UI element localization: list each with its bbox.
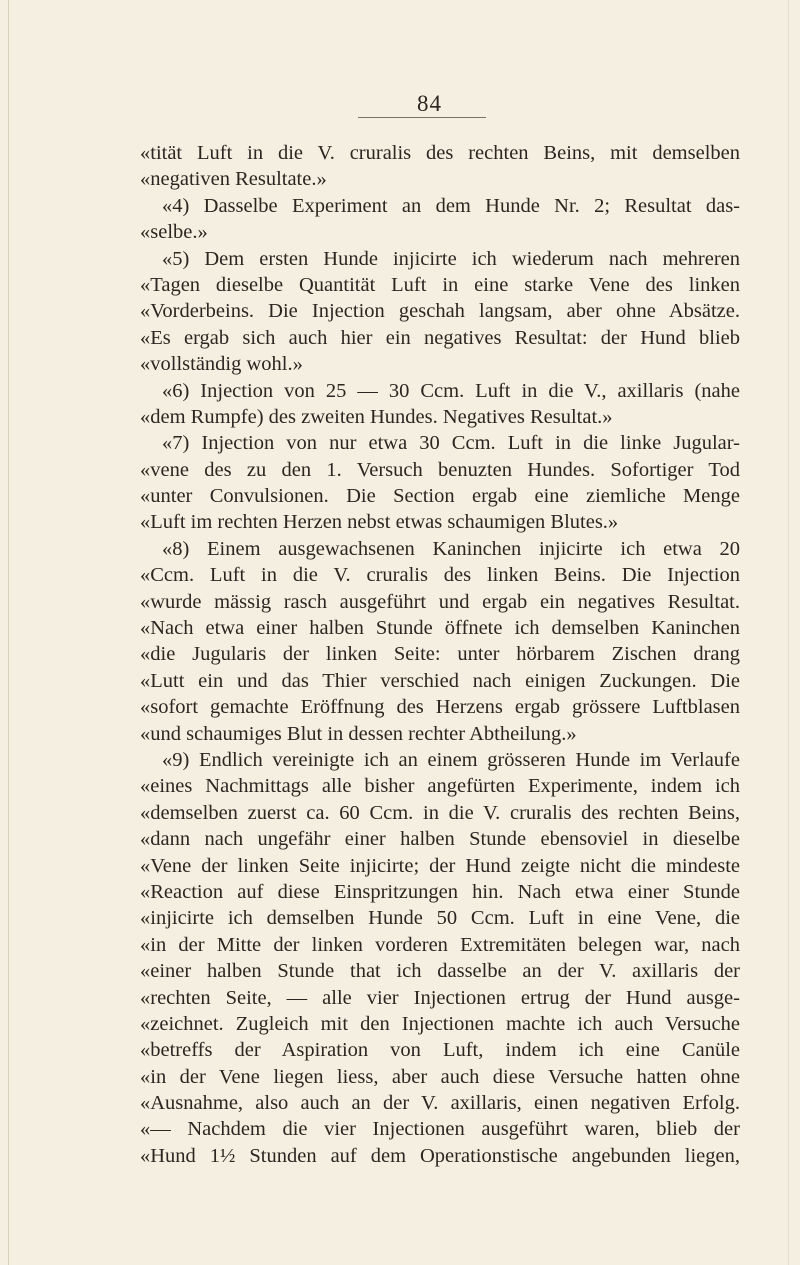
scan-edge-right xyxy=(788,0,789,1265)
text-line: «tität Luft in die V. cruralis des rechten Beins, mit demselben xyxy=(140,142,740,164)
text-line: «Nach etwa einer halben Stunde öffnete ich demselben Kaninchen xyxy=(140,617,740,640)
text-line: «betreffs der Aspiration von Luft, indem ich eine Canüle xyxy=(140,1039,740,1062)
text-line: «Hund 1½ Stunden auf dem Operationstische angebunden liegen, xyxy=(140,1144,740,1167)
text-line: «vollständig wohl.» xyxy=(140,353,303,376)
body-text xyxy=(140,140,740,1169)
text-line: «sofort gemachte Eröffnung des Herzens ergab grössere Luftblasen xyxy=(140,696,740,719)
text-line: «injicirte ich demselben Hunde 50 Ccm. Luft in eine Vene, die xyxy=(140,907,740,930)
text-line: «selbe.» xyxy=(140,221,208,244)
text-line: «4) Dasselbe Experiment an dem Hunde Nr. 2; Resultat das- xyxy=(162,194,740,217)
page-number: 84 xyxy=(417,91,442,116)
text-line: «rechten Seite, — alle vier Injectionen ertrug der Hund ausge- xyxy=(140,986,740,1009)
text-line: «dem Rumpfe) des zweiten Hundes. Negatives Resultat.» xyxy=(140,405,613,428)
scan-edge-left xyxy=(8,0,9,1265)
text-line: «7) Injection von nur etwa 30 Ccm. Luft in die linke Jugular- xyxy=(162,432,740,455)
text-line: «Es ergab sich auch hier ein negatives Resultat: der Hund blieb xyxy=(140,326,740,349)
text-line: «wurde mässig rasch ausgeführt und ergab ein negatives Resultat. xyxy=(140,590,740,613)
text-line: «Luft im rechten Herzen nebst etwas schaumigen Blutes.» xyxy=(140,511,619,534)
text-line: «in der Mitte der linken vorderen Extremitäten belegen war, nach xyxy=(140,933,740,956)
text-line: «zeichnet. Zugleich mit den Injectionen machte ich auch Versuche xyxy=(140,1012,740,1035)
text-line: «vene des zu den 1. Versuch benuzten Hundes. Sofortiger Tod xyxy=(140,458,740,481)
text-line: «unter Convulsionen. Die Section ergab eine ziemliche Menge xyxy=(140,485,740,508)
text-line: «Ccm. Luft in die V. cruralis des linken Beins. Die Injection xyxy=(140,564,740,587)
text-line: «8) Einem ausgewachsenen Kaninchen injicirte ich etwa 20 xyxy=(162,537,740,560)
text-line: «eines Nachmittags alle bisher angefürten Experimente, indem ich xyxy=(140,775,740,798)
text-line: «Tagen dieselbe Quantität Luft in eine starke Vene des linken xyxy=(140,273,740,296)
text-line: «einer halben Stunde that ich dasselbe an der V. axillaris der xyxy=(140,960,740,983)
text-line: «demselben zuerst ca. 60 Ccm. in die V. cruralis des rechten Beins, xyxy=(140,801,740,824)
text-line: «die Jugularis der linken Seite: unter hörbarem Zischen drang xyxy=(140,643,740,666)
text-line: «in der Vene liegen liess, aber auch diese Versuche hatten ohne xyxy=(140,1065,740,1088)
text-line: «und schaumiges Blut in dessen rechter Abtheilung.» xyxy=(140,722,577,745)
text-line: «Vene der linken Seite injicirte; der Hund zeigte nicht die mindeste xyxy=(140,854,740,877)
text-line: «6) Injection von 25 — 30 Ccm. Luft in die V., axillaris (nahe xyxy=(162,379,740,402)
text-line: «Ausnahme, also auch an der V. axillaris, einen negativen Erfolg. xyxy=(140,1092,740,1115)
header-rule xyxy=(358,117,486,118)
text-line: «5) Dem ersten Hunde injicirte ich wiederum nach mehreren xyxy=(162,247,740,270)
text-line: «— Nachdem die vier Injectionen ausgeführt waren, blieb der xyxy=(140,1118,740,1141)
text-line: «Reaction auf diese Einspritzungen hin. Nach etwa einer Stunde xyxy=(140,880,740,903)
text-line: «9) Endlich vereinigte ich an einem grösseren Hunde im Verlaufe xyxy=(162,748,740,771)
text-line: «Lutt ein und das Thier verschied nach einigen Zuckungen. Die xyxy=(140,669,740,692)
text-line: «dann nach ungefähr einer halben Stunde ebensoviel in dieselbe xyxy=(140,828,740,851)
text-line: «Vorderbeins. Die Injection geschah langsam, aber ohne Absätze. xyxy=(140,300,740,323)
text-line: «negativen Resultate.» xyxy=(140,168,327,191)
